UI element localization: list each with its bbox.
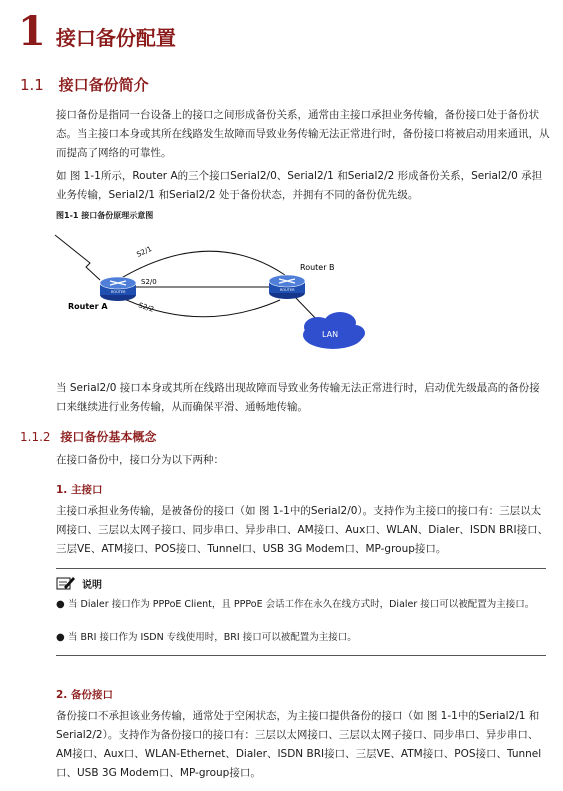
note-top-divider [56,568,546,569]
note-header [56,575,102,591]
section-title: 接口备份简介 [58,76,149,94]
backup-interface-heading: 2. 备份接口 [56,689,113,701]
backup-interface-text: 备份接口不承担该业务传输，通常处于空闲状态，为主接口提供备份的接口（如 图 1-1中的Serial2/1 和Serial2/2）。支持作为备份接口的接口有：三层以太网接口、三层以太网子接口、同步串口、异步串口、AM接口、Aux口、WLAN-Ethernet、Dialer、ISDN BRI接口、三层VE、ATM接口、POS接口、Tunnel口、USB 3G Modem口、MP-group接口。 [56,710,542,779]
section-number: 1.1 [20,76,44,94]
figure-caption: 图1-1 接口备份原理示意图 [56,211,154,220]
router-b-icon [269,275,305,299]
main-interface-text: 主接口承担业务传输，是被备份的接口（如 图 1-1中的Serial2/0）。支持作为主接口的接口有：三层以太网接口、三层以太网子接口、同步串口、异步串口、AM接口、Aux口、WLAN、Dialer、ISDN BRI接口、三层VE、ATM接口、POS接口、Tunnel口、USB 3G Modem口、MP-group接口。 [56,505,549,555]
label-s22: S2/2 [137,301,155,314]
note-label: 说明 [82,579,102,591]
section-heading-1-1-2 [20,428,156,445]
chapter-heading [18,10,176,54]
label-s21: S2/1 [135,244,154,259]
section2-intro: 在接口备份中，接口分为以下两种： [56,454,224,466]
intro-paragraph-2: 如 图 1-1所示，Router A的三个接口Serial2/0、Serial2/1 和Serial2/2 形成备份关系，Serial2/0 承担业务传输，Serial2/1 和Serial2/2 处于备份状态，并拥有不同的备份优先级。 [56,170,543,201]
subsection-number: 1.1.2 [20,430,51,444]
note-item-2 [56,630,550,646]
router-a-badge: ROUTER [111,290,126,294]
note-item-text: 当 BRI 接口作为 ISDN 专线使用时，BRI 接口可以被配置为主接口。 [68,632,357,643]
router-a-icon [100,277,136,301]
subsection-title: 接口备份基本概念 [60,430,157,444]
lan-cloud-icon [303,312,365,349]
bullet-icon: ● [56,599,65,610]
bullet-icon: ● [56,632,65,643]
note-pencil-icon [56,575,76,591]
network-diagram [0,225,563,365]
label-s20: S2/0 [141,278,157,286]
lan-label: LAN [322,330,339,339]
note-item-text: 当 Dialer 接口作为 PPPoE Client，且 PPPoE 会话工作在永久在线方式时，Dialer 接口可以被配置为主接口。 [68,599,535,610]
router-a-label: Router A [68,302,108,311]
uplink-line [55,235,100,280]
after-figure-paragraph: 当 Serial2/0 接口本身或其所在线路出现故障而导致业务传输无法正常进行时，启动优先级最高的备份接口来继续进行业务传输，从而确保平滑、通畅地传输。 [56,382,540,413]
chapter-number: 1 [18,8,46,55]
intro-paragraph-1: 接口备份是指同一台设备上的接口之间形成备份关系，通常由主接口承担业务传输，备份接口处于备份状态。当主接口本身或其所在线路发生故障而导致业务传输无法正常进行时，备份接口将被启动用来通讯，从而提高了网络的可靠性。 [56,109,550,159]
note-item-1 [56,597,550,613]
chapter-title: 接口备份配置 [55,26,176,50]
router-b-label: Router B [300,263,335,272]
main-interface-heading: 1. 主接口 [56,484,103,496]
section-heading-1-1 [20,74,149,95]
note-bottom-divider [56,655,546,656]
router-b-badge: ROUTER [280,288,295,292]
